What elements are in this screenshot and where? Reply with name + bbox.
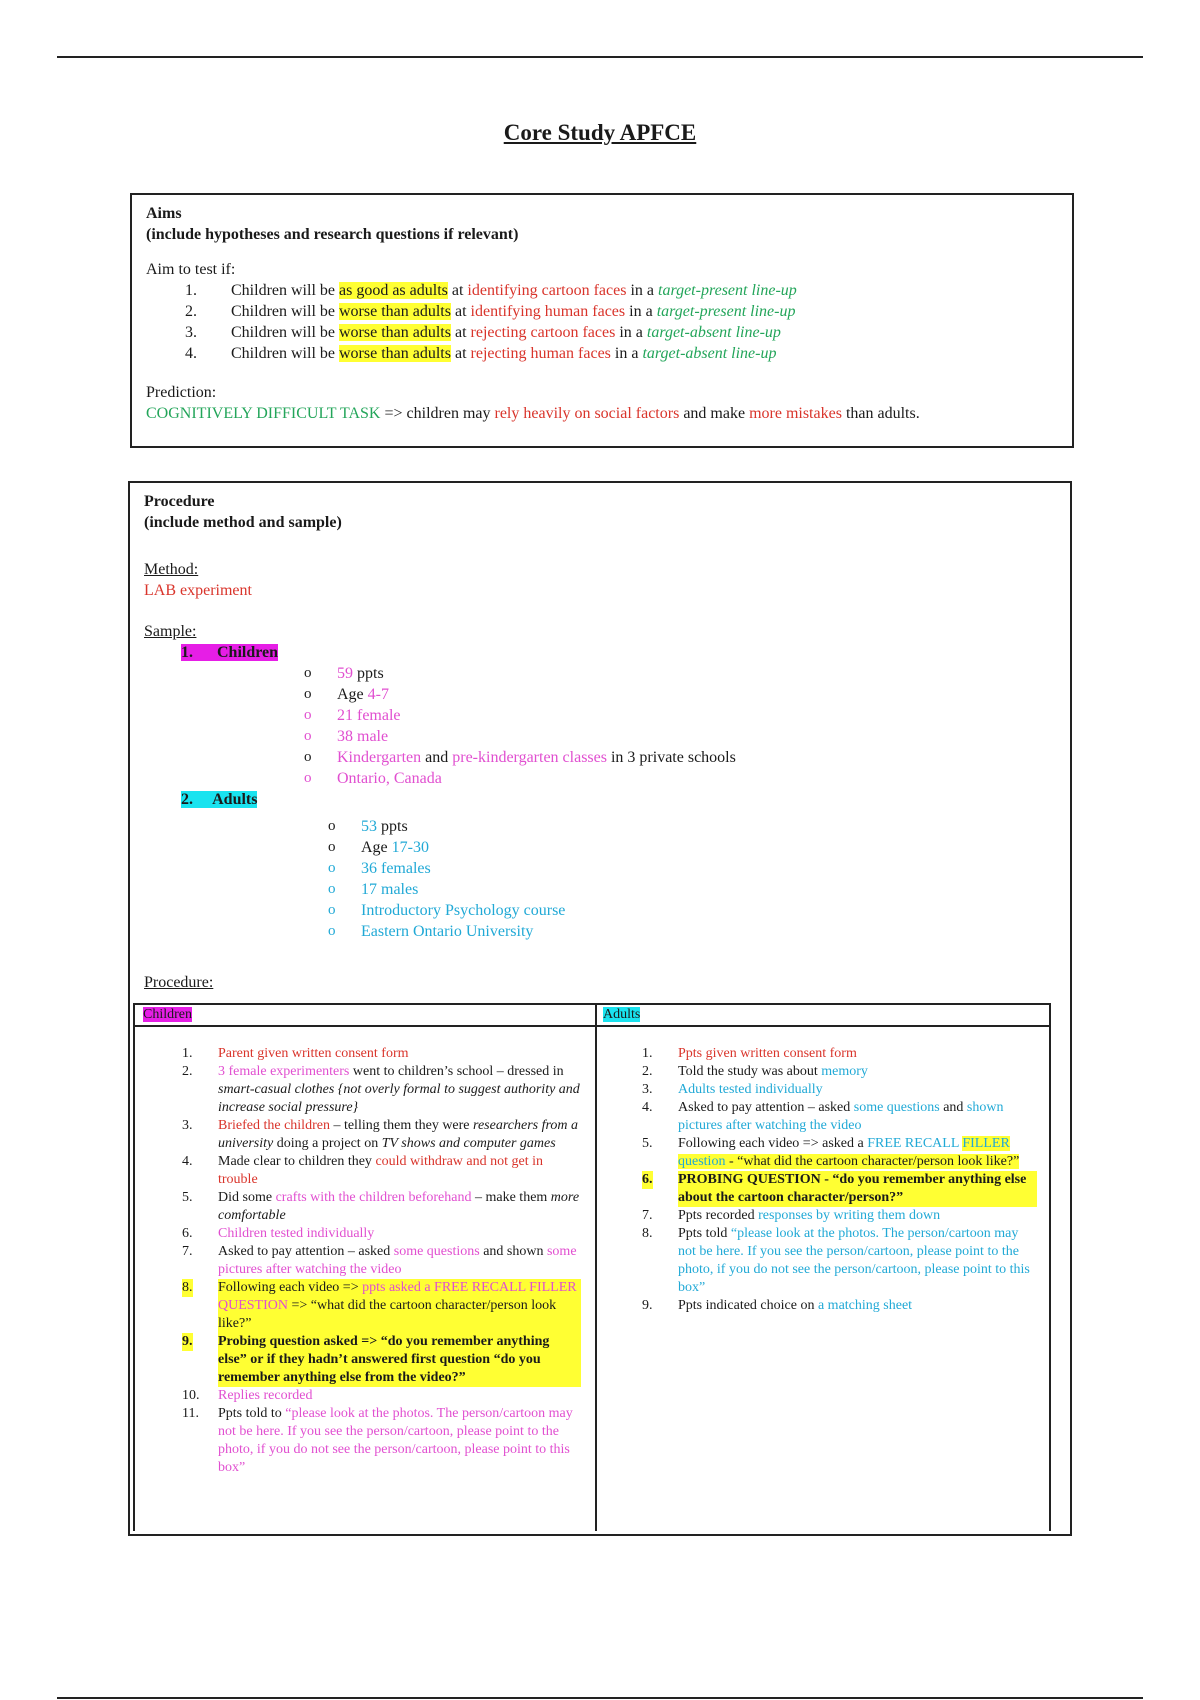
step-text: – telling them they were <box>329 1118 474 1133</box>
prediction-green: COGNITIVELY DIFFICULT TASK <box>146 405 381 422</box>
list-item: o Introductory Psychology course <box>361 900 1056 921</box>
step-text: doing a project on <box>273 1136 382 1151</box>
step-number: 1. <box>182 1046 193 1061</box>
prediction-red: rely heavily on social factors <box>494 405 680 422</box>
list-item <box>642 1063 1037 1081</box>
aim-item <box>185 280 1058 301</box>
step-cyan: Adults tested individually <box>678 1082 823 1097</box>
step-text: Ppts told <box>678 1226 731 1241</box>
aim-text: in a <box>615 324 647 341</box>
step-number: 3. <box>182 1118 193 1133</box>
adults-column <box>595 1005 1049 1531</box>
method-value: LAB experiment <box>144 582 252 599</box>
step-number: 5. <box>182 1190 193 1205</box>
step-text: Told the study was about <box>678 1064 822 1079</box>
step-cyan: memory <box>821 1064 868 1079</box>
step-cyan: FREE RECALL <box>867 1136 959 1151</box>
procedure-subheading: (include method and sample) <box>144 514 342 531</box>
aim-green: target-present line-up <box>658 282 797 299</box>
list-item <box>642 1171 1037 1207</box>
aim-text: in a <box>625 303 657 320</box>
aim-highlight: worse than adults <box>338 345 451 362</box>
list-item <box>182 1117 581 1153</box>
step-bold: Probing question asked => “do you remember anything else” or if they hadn’t answered first question “do you remember anything else from the video?” <box>218 1334 550 1385</box>
aims-box <box>130 193 1074 448</box>
list-item: o 21 female <box>337 705 1056 726</box>
aim-red: identifying cartoon faces <box>467 282 627 299</box>
step-text: Ppts told to <box>218 1406 286 1421</box>
step-number: 7. <box>642 1208 653 1223</box>
step-text: and <box>939 1100 967 1115</box>
step-number: 8. <box>182 1280 193 1295</box>
aims-heading: Aims <box>146 205 182 222</box>
ppts-label: ppts <box>353 665 384 682</box>
school-1: Kindergarten <box>337 749 422 766</box>
aim-text: at <box>450 345 471 362</box>
step-number: 5. <box>642 1136 653 1151</box>
procedure-box <box>128 481 1072 1536</box>
procedure-table <box>133 1003 1051 1531</box>
schools-rest: in 3 private schools <box>606 749 736 766</box>
step-cyan: “please look at the photos. The person/cartoon may not be here. If you see the person/cartoon, please point to the photo, if you do not see the person/cartoon, please point to this box” <box>678 1226 1030 1295</box>
top-rule <box>57 56 1143 58</box>
prediction-red: more mistakes <box>749 405 842 422</box>
adults-sample-list <box>144 816 1056 942</box>
step-red: Ppts given written consent form <box>678 1046 857 1061</box>
step-pink: Children tested individually <box>218 1226 375 1241</box>
step-number: 2. <box>642 1064 653 1079</box>
page-title: Core Study APFCE <box>503 120 697 145</box>
step-pink: Replies recorded <box>218 1388 313 1403</box>
aim-highlight: worse than adults <box>338 324 451 341</box>
list-item <box>182 1333 581 1387</box>
step-number: 4. <box>182 1154 193 1169</box>
list-item: o Eastern Ontario University <box>361 921 1056 942</box>
step-number: 7. <box>182 1244 193 1259</box>
step-text: Did some <box>218 1190 276 1205</box>
step-cyan: some questions <box>853 1100 940 1115</box>
step-pink: 3 female experimenters <box>218 1064 350 1079</box>
list-item: o Ontario, Canada <box>337 768 1056 789</box>
list-item: o 38 male <box>337 726 1056 747</box>
step-bold: PROBING QUESTION - “do you remember anything else about the cartoon character/person?” <box>678 1172 1027 1205</box>
children-age: 4-7 <box>367 686 389 703</box>
list-item: o 36 females <box>361 858 1056 879</box>
aims-subheading: (include hypotheses and research questions if relevant) <box>146 226 519 243</box>
aim-item <box>185 343 1058 364</box>
procedure-heading: Procedure <box>144 493 215 510</box>
step-number: 3. <box>642 1082 653 1097</box>
step-number: 8. <box>642 1226 653 1241</box>
children-sample-heading: 1. Children <box>181 644 279 661</box>
list-item <box>182 1387 581 1405</box>
step-pink: crafts with the children beforehand <box>275 1190 472 1205</box>
aim-item <box>185 301 1058 322</box>
aim-text: in a <box>610 345 643 362</box>
sample-label: Sample: <box>144 623 197 640</box>
step-cyan: FILLER question <box>678 1136 1010 1169</box>
children-sample-list <box>144 663 1056 789</box>
school-2: pre-kindergarten classes <box>452 749 607 766</box>
aim-red: rejecting cartoon faces <box>470 324 616 341</box>
step-number: 1. <box>642 1046 653 1061</box>
aims-list <box>146 280 1058 364</box>
step-number: 6. <box>642 1172 653 1187</box>
adults-column-header: Adults <box>603 1007 641 1022</box>
step-number: 10. <box>182 1388 200 1403</box>
step-red: Briefed the children <box>218 1118 330 1133</box>
aim-text: at <box>450 324 471 341</box>
list-item <box>642 1099 1037 1135</box>
aim-highlight: worse than adults <box>338 303 451 320</box>
aim-number: 1. <box>185 282 197 299</box>
step-cyan: shown pictures after watching the video <box>678 1100 1004 1133</box>
list-item <box>642 1045 1037 1063</box>
step-text: went to children’s school – dressed in <box>349 1064 564 1079</box>
step-text: Following each video => asked a <box>678 1136 868 1151</box>
step-text: – make them <box>471 1190 551 1205</box>
step-number: 9. <box>642 1298 653 1313</box>
step-text: Asked to pay attention – asked <box>678 1100 854 1115</box>
list-item: o 17 males <box>361 879 1056 900</box>
aim-highlight: as good as adults <box>338 282 448 299</box>
step-red: could withdraw and not get in trouble <box>218 1154 544 1187</box>
step-italic: TV shows and computer games <box>381 1136 556 1151</box>
list-item <box>337 663 1056 684</box>
step-text: => “what did the cartoon character/person look like?” <box>218 1298 557 1331</box>
list-item <box>642 1207 1037 1225</box>
list-item <box>182 1279 581 1333</box>
step-pink: “please look at the photos. The person/cartoon may not be here. If you see the person/cartoon, please point to the photo, if you do not see the person/cartoon, please point to this box” <box>218 1406 573 1475</box>
age-label: Age <box>361 839 392 856</box>
children-ppts-count: 59 <box>337 665 353 682</box>
prediction-label: Prediction: <box>146 384 217 401</box>
step-text: Ppts indicated choice on <box>678 1298 818 1313</box>
list-item <box>182 1063 581 1117</box>
adults-steps <box>595 1027 1049 1315</box>
children-column-header: Children <box>143 1007 192 1022</box>
aims-intro: Aim to test if: <box>146 261 236 278</box>
step-text: and shown <box>479 1244 547 1259</box>
step-number: 4. <box>642 1100 653 1115</box>
step-italic: smart-casual clothes {not overly formal to suggest authority and increase social pressure} <box>218 1082 580 1115</box>
aim-text: Children will be <box>231 303 339 320</box>
list-item <box>642 1081 1037 1099</box>
list-item <box>642 1135 1037 1171</box>
step-cyan: responses by writing them down <box>758 1208 941 1223</box>
aim-item <box>185 322 1058 343</box>
step-red: Parent given written consent form <box>218 1046 409 1061</box>
aim-text: at <box>450 303 471 320</box>
list-item <box>337 747 1056 768</box>
aim-text: Children will be <box>231 324 339 341</box>
aim-number: 2. <box>185 303 197 320</box>
adults-sample-heading: 2. Adults <box>181 791 258 808</box>
list-item <box>361 816 1056 837</box>
and-text: and <box>421 749 453 766</box>
step-italic: more comfortable <box>218 1190 580 1223</box>
aim-text: in a <box>626 282 658 299</box>
list-item <box>182 1243 581 1279</box>
aim-green: target-absent line-up <box>646 324 781 341</box>
aim-text: Children will be <box>231 345 339 362</box>
list-item <box>642 1225 1037 1297</box>
procedure-label: Procedure: <box>144 974 214 991</box>
list-item <box>182 1153 581 1189</box>
aim-number: 4. <box>185 345 197 362</box>
prediction-part: than adults. <box>841 405 920 422</box>
aim-text: at <box>447 282 468 299</box>
adults-age: 17-30 <box>391 839 429 856</box>
aim-green: target-present line-up <box>656 303 796 320</box>
aim-text: Children will be <box>231 282 339 299</box>
list-item <box>182 1405 581 1477</box>
step-text: Asked to pay attention – asked <box>218 1244 394 1259</box>
prediction-text <box>146 403 1058 424</box>
list-item <box>182 1045 581 1063</box>
aim-number: 3. <box>185 324 197 341</box>
step-pink: some questions <box>393 1244 480 1259</box>
step-number: 11. <box>182 1406 199 1421</box>
age-label: Age <box>337 686 368 703</box>
adults-ppts-count: 53 <box>361 818 377 835</box>
ppts-label: ppts <box>377 818 408 835</box>
list-item <box>642 1297 1037 1315</box>
children-steps <box>135 1027 595 1477</box>
step-text: Following each video => <box>218 1280 363 1295</box>
step-pink: some pictures after watching the video <box>218 1244 577 1277</box>
step-number: 9. <box>182 1334 193 1349</box>
list-item <box>337 684 1056 705</box>
aim-red: rejecting human faces <box>470 345 611 362</box>
step-text: - “what did the cartoon character/person look like?” <box>725 1154 1020 1169</box>
children-column <box>135 1005 597 1531</box>
step-text: Made clear to children they <box>218 1154 376 1169</box>
list-item <box>182 1225 581 1243</box>
list-item <box>182 1189 581 1225</box>
bottom-rule <box>57 1697 1143 1699</box>
method-label: Method: <box>144 561 199 578</box>
step-cyan: a matching sheet <box>817 1298 913 1313</box>
list-item <box>361 837 1056 858</box>
prediction-part: and make <box>679 405 750 422</box>
prediction-part: => children may <box>380 405 495 422</box>
step-number: 2. <box>182 1064 193 1079</box>
step-text: Ppts recorded <box>678 1208 759 1223</box>
aim-green: target-absent line-up <box>642 345 777 362</box>
step-number: 6. <box>182 1226 193 1241</box>
step-italic: researchers from a university <box>218 1118 579 1151</box>
step-pink: ppts asked a FREE RECALL FILLER QUESTION <box>218 1280 577 1313</box>
aim-red: identifying human faces <box>470 303 626 320</box>
